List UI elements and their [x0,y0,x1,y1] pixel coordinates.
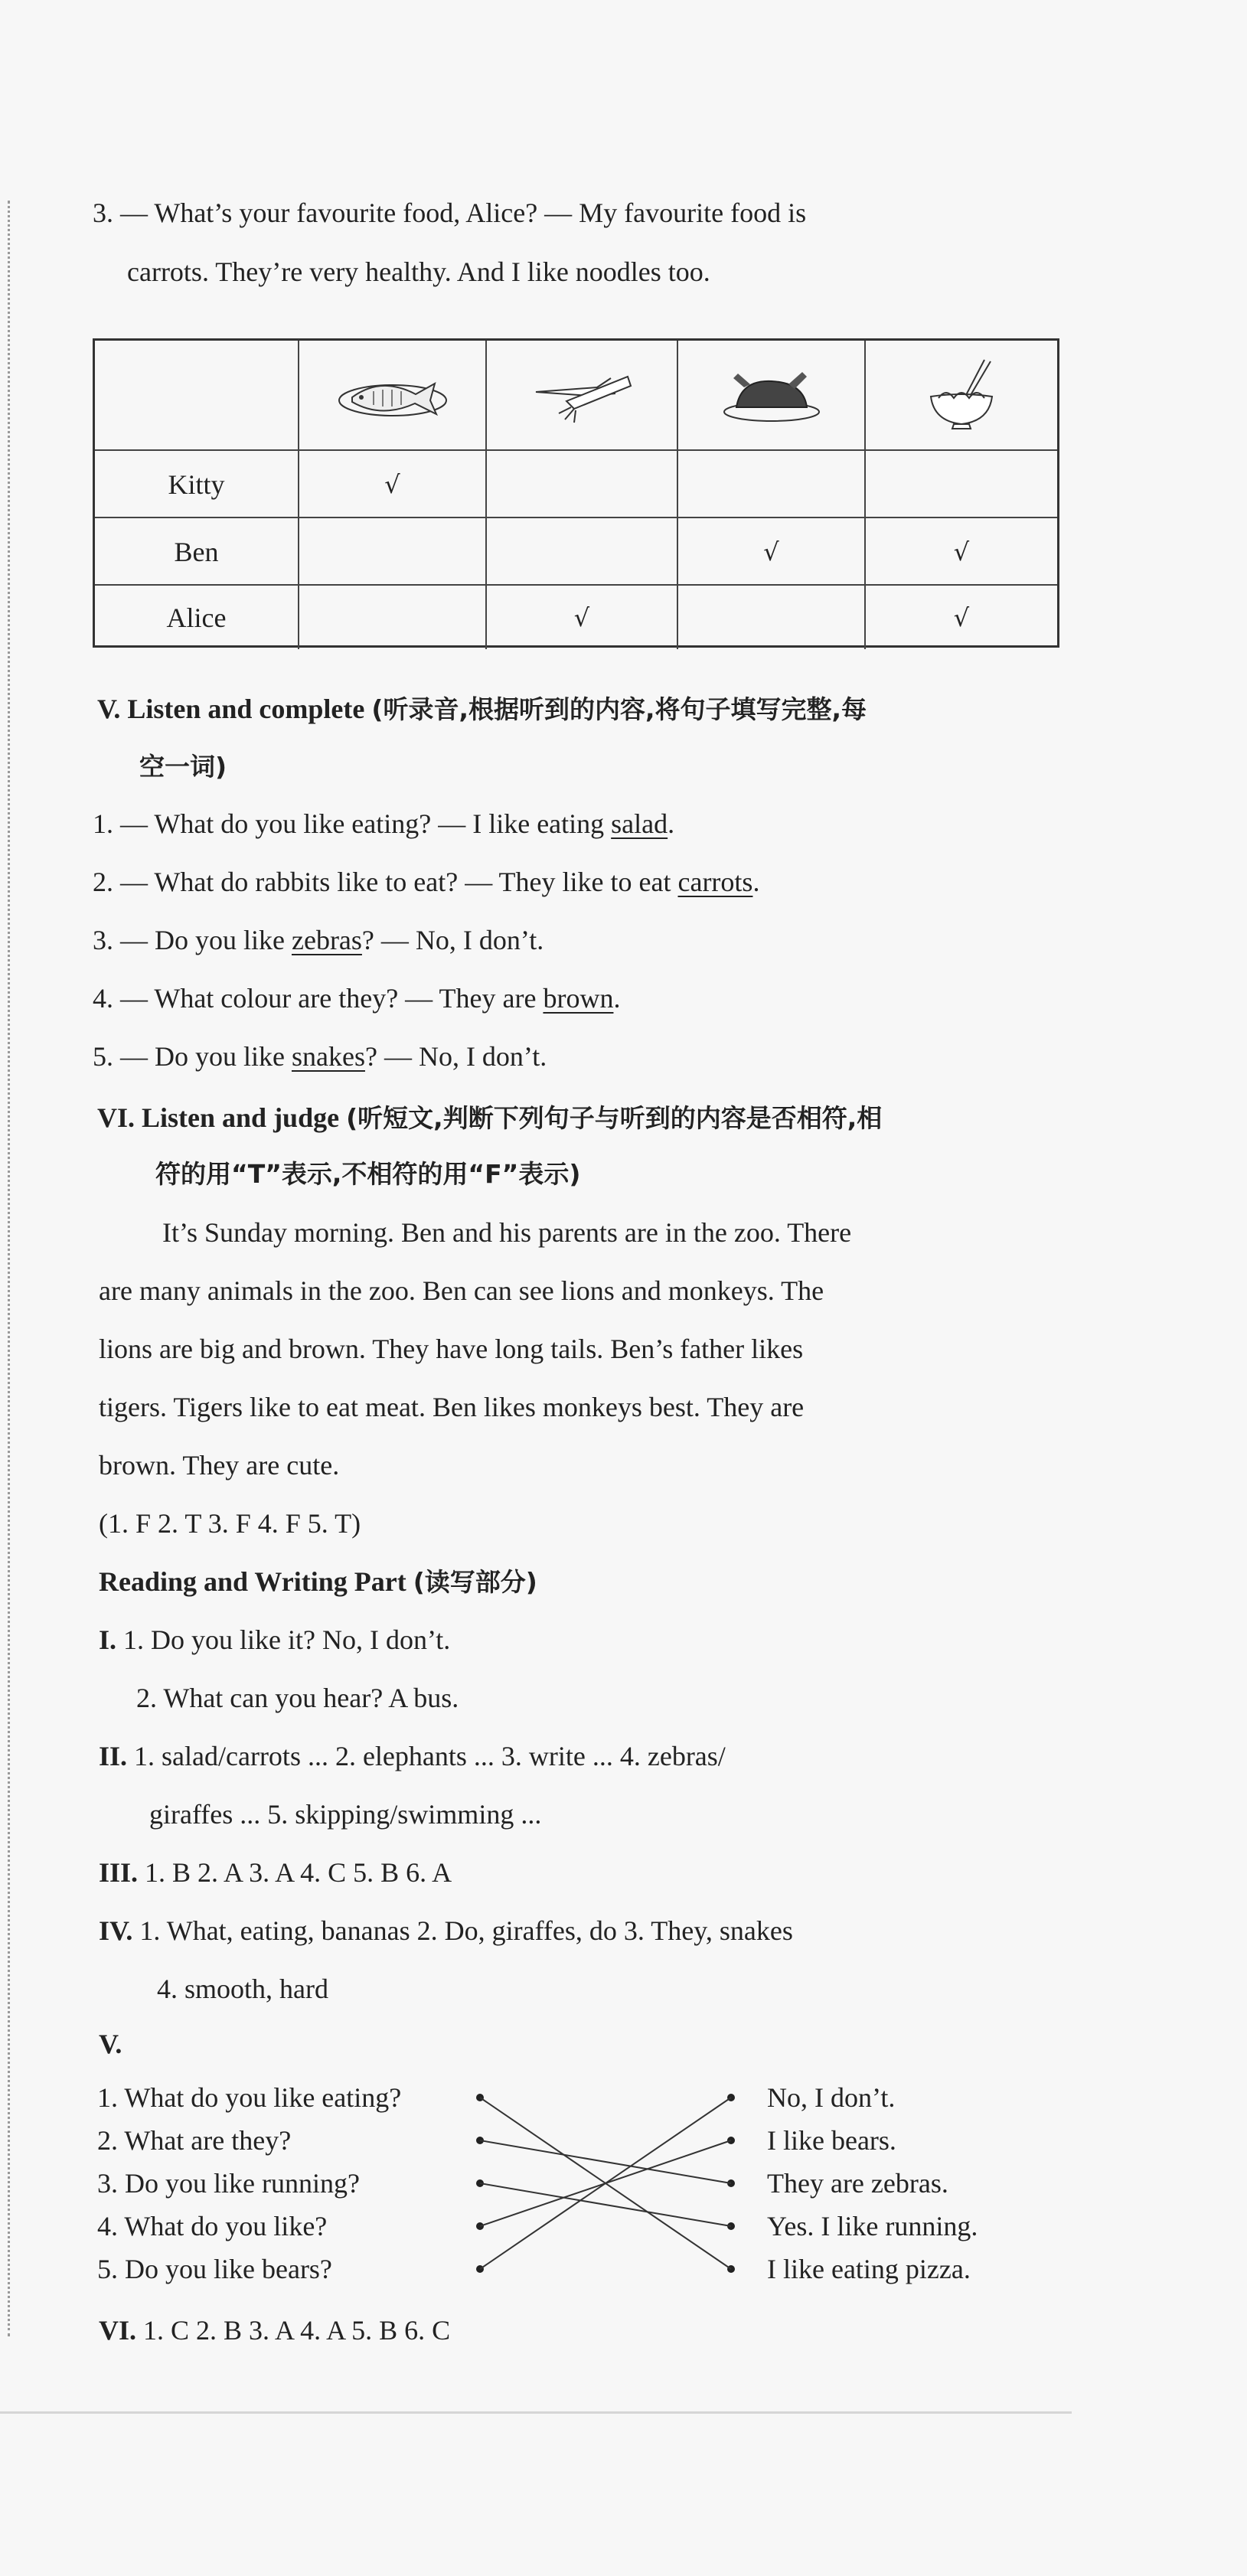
passage-line: are many animals in the zoo. Ben can see lions and monkeys. The [99,1275,824,1306]
answer-word: carrots [677,867,753,897]
passage-line: brown. They are cute. [99,1450,340,1481]
check-mark: √ [864,518,1057,586]
passage-line: It’s Sunday morning. Ben and his parents are in the zoo. There [162,1217,852,1248]
heading-cn: (听录音,根据听到的内容,将句子填写完整,每 [371,694,867,724]
heading-en: V. Listen and complete [97,694,365,724]
match-right-item: No, I don’t. [767,2082,896,2113]
match-left-item: 1. What do you like eating? [97,2082,402,2113]
row-name: Kitty [168,469,225,500]
check-mark: √ [298,451,485,518]
answer-line: giraffes ... 5. skipping/swimming ... [149,1799,542,1830]
item-text: . [752,867,760,897]
match-connector-line [480,2140,731,2183]
check-mark: √ [677,518,864,586]
answer-word: zebras [291,925,362,955]
match-left-item: 4. What do you like? [97,2211,328,2241]
check-mark: √ [864,586,1057,649]
answer-line: 4. smooth, hard [157,1974,328,2004]
heading-cn-continued: 符的用“T”表示,不相符的用“F”表示) [155,1159,581,1189]
heading-en: VI. Listen and judge [97,1102,340,1133]
item-text: ? — No, I don’t. [364,1041,547,1072]
match-right-item: They are zebras. [767,2168,948,2199]
answer-text: 1. Do you like it? No, I don’t. [123,1624,451,1655]
item-text: 4. — What colour are they? — They are [93,983,544,1014]
item-text: . [668,808,675,839]
heading-en: Reading and Writing Part [99,1566,406,1597]
part-label: IV. [99,1915,133,1946]
part-label: VI. [99,2315,137,2346]
part-label: V. [99,2029,122,2059]
match-left-item: 3. Do you like running? [97,2168,360,2199]
row-name: Ben [174,537,219,567]
item-text: 5. — Do you like [93,1041,292,1072]
heading-cn: (读写部分) [413,1567,537,1597]
part-label: III. [99,1857,139,1888]
answer-text: 1. B 2. A 3. A 4. C 5. B 6. A [145,1857,452,1888]
item-text: 1. — What do you like eating? — I like eating [93,808,612,839]
check-mark: √ [485,586,677,649]
answer-word: snakes [291,1041,365,1072]
passage-line: tigers. Tigers like to eat meat. Ben likes monkeys best. They are [99,1392,805,1422]
answer-text: 1. What, eating, bananas 2. Do, giraffes, do 3. They, snakes [139,1915,793,1946]
match-right-item: I like eating pizza. [767,2254,971,2284]
match-left-item: 5. Do you like bears? [97,2254,332,2284]
answer-text: 1. salad/carrots ... 2. elephants ... 3. write ... 4. zebras/ [134,1741,726,1771]
passage-line: lions are big and brown. They have long tails. Ben’s father likes [99,1334,804,1364]
answer-line [99,2315,450,2346]
match-right-item: Yes. I like running. [767,2211,978,2241]
item-text: ? — No, I don’t. [361,925,544,955]
item-text: . [613,983,621,1014]
heading-cn: (听短文,判断下列句子与听到的内容是否相符,相 [346,1103,883,1133]
part-label: I. [99,1624,117,1655]
match-left-item: 2. What are they? [97,2125,292,2156]
answer-text: 1. C 2. B 3. A 4. A 5. B 6. C [143,2315,451,2346]
item-line: carrots. They’re very healthy. And I like noodles too. [127,256,710,287]
heading-cn-continued: 空一词) [139,752,227,782]
item-text: 2. — What do rabbits like to eat? — They like to eat [93,867,678,897]
row-name: Alice [166,602,227,633]
answer-line: 2. What can you hear? A bus. [136,1683,459,1713]
answer-word: brown [543,983,614,1014]
page-bottom-rule [0,2411,1072,2414]
answer-line: (1. F 2. T 3. F 4. F 5. T) [99,1508,361,1539]
match-right-item: I like bears. [767,2125,896,2156]
match-connector-line [480,2183,731,2226]
item-line: 3. — What’s your favourite food, Alice? — My favourite food is [93,198,807,228]
item-text: 3. — Do you like [93,925,292,955]
part-label: II. [99,1741,128,1771]
answer-word: salad [611,808,668,839]
